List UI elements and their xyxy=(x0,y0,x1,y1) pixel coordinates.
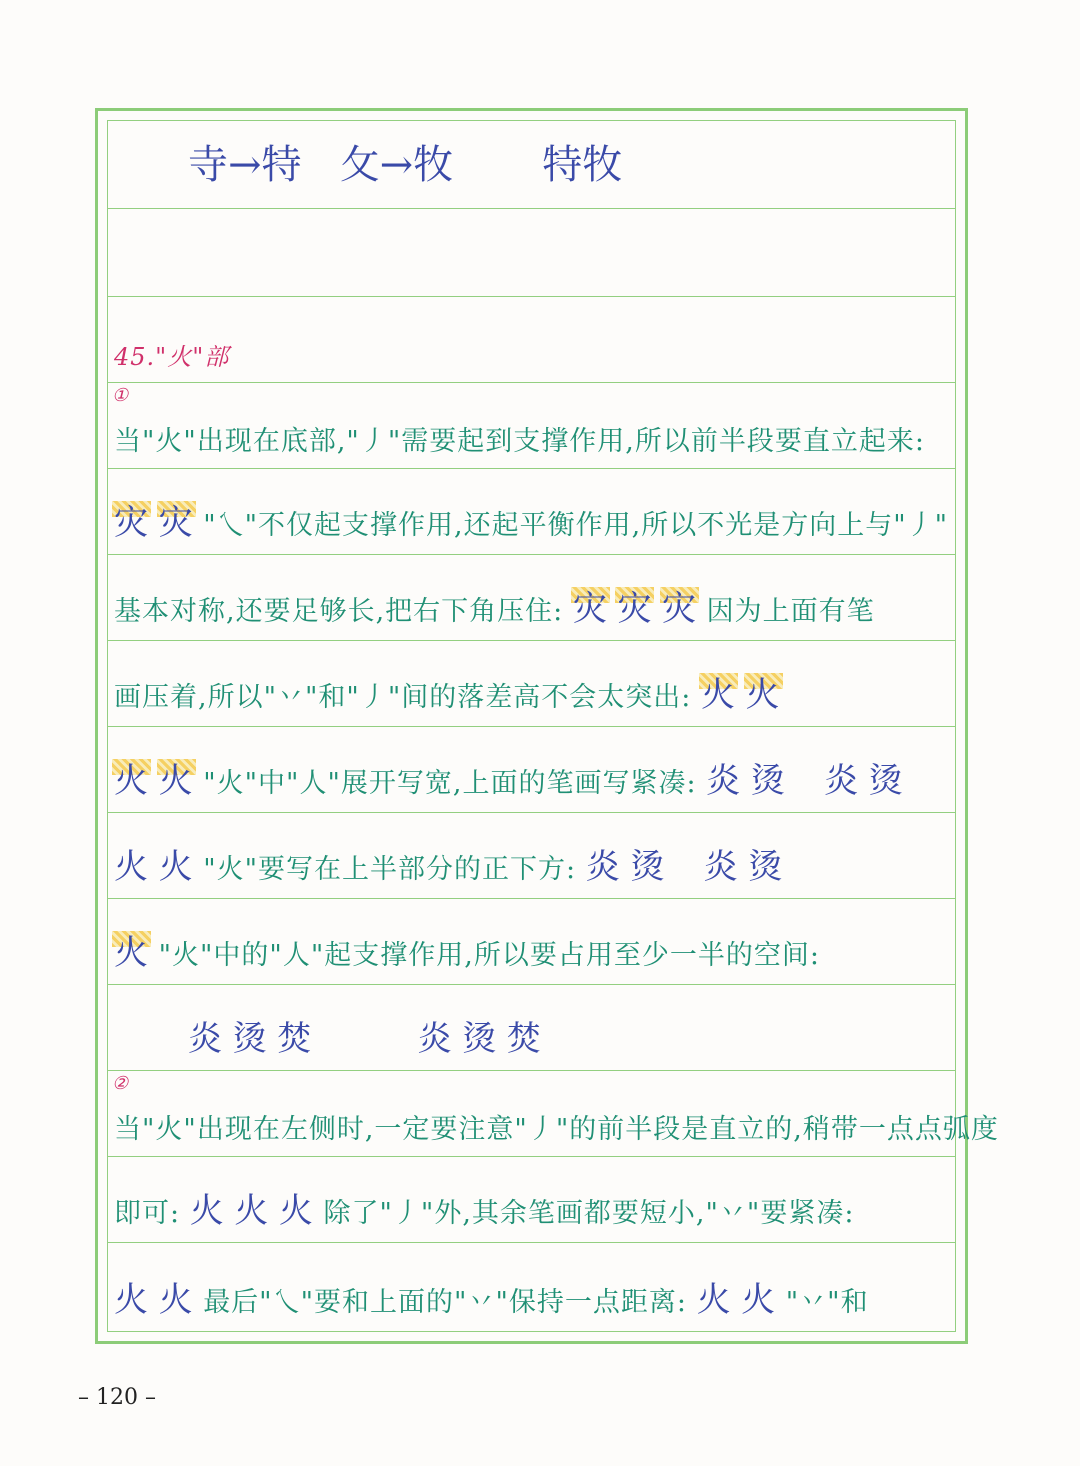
row-examples-triple xyxy=(108,985,955,1071)
example-huo-d: 火 xyxy=(158,847,194,887)
example-zai-2: 灾 xyxy=(617,581,652,630)
header-examples xyxy=(188,133,622,190)
example-zai-3: 灾 xyxy=(662,581,697,630)
p1-line3-tail: 因为上面有笔 xyxy=(706,596,875,627)
example-tang-4: 烫 xyxy=(748,847,784,887)
p1-line2: "乀"不仅起支撑作用,还起平衡作用,所以不光是方向上与"丿" xyxy=(203,510,949,541)
p2-line3-end: "丷"和 xyxy=(785,1287,869,1318)
p1-line6: "火"要写在上半部分的正下方: xyxy=(203,854,577,885)
example-left-huo-6: 火 xyxy=(696,1280,732,1320)
example-yan-2: 炎 xyxy=(824,761,860,801)
row-p1-line5 xyxy=(108,727,955,813)
triple-examples xyxy=(188,1011,542,1060)
p2-line1: 当"火"出现在左侧时,一定要注意"丿"的前半段是直立的,稍带一点点弧度 xyxy=(114,1114,999,1145)
row-header-examples xyxy=(108,121,955,209)
page-frame xyxy=(95,108,999,1344)
example-tang-5: 烫 xyxy=(232,1019,268,1059)
row-p1-line2 xyxy=(108,469,955,555)
p1-line3-wrap xyxy=(114,581,875,630)
example-tang-2: 烫 xyxy=(868,761,904,801)
row-p2-line1 xyxy=(108,1071,999,1157)
row-p1-line4 xyxy=(108,641,955,727)
example-fen-6: 焚 xyxy=(506,1019,542,1059)
example-zai-ok: 灾 xyxy=(114,495,149,544)
example-yan-4: 炎 xyxy=(703,847,739,887)
row-p1-line3 xyxy=(108,555,955,641)
example-pu-to-mu: 攵→牧 xyxy=(339,142,454,188)
p2-line2-wrap xyxy=(114,1183,854,1232)
p1-line3: 基本对称,还要足够长,把右下角压住: xyxy=(114,596,564,627)
row-p2-line3 xyxy=(108,1243,955,1331)
p1-line4-wrap xyxy=(114,667,781,716)
row-p1-line6 xyxy=(108,813,955,899)
p2-line3-tail: 最后"乀"要和上面的"丷"保持一点距离: xyxy=(203,1287,687,1318)
page-number: – 120 – xyxy=(78,1385,156,1410)
example-zai-1: 灾 xyxy=(573,581,608,630)
p1-line7-wrap xyxy=(114,925,820,974)
p1-line5-wrap xyxy=(114,753,904,802)
example-yan-6: 炎 xyxy=(417,1019,453,1059)
example-huo-e: 火 xyxy=(114,925,149,974)
p1-line6-wrap xyxy=(114,839,783,888)
example-left-huo-1: 火 xyxy=(189,1191,225,1231)
p1-line4: 画压着,所以"丷"和"丿"间的落差高不会太突出: xyxy=(114,682,692,713)
example-yan-5: 炎 xyxy=(188,1019,223,1059)
paragraph-number-2: ② xyxy=(112,1073,129,1094)
example-huo-a: 火 xyxy=(114,753,149,802)
row-p1-line1 xyxy=(108,383,955,469)
example-left-huo-7: 火 xyxy=(741,1280,777,1320)
example-yan-1: 炎 xyxy=(706,761,742,801)
p2-line3-wrap xyxy=(114,1272,869,1321)
example-fen-5: 焚 xyxy=(277,1019,313,1059)
example-zai-bad: 灾 xyxy=(159,495,194,544)
row-p2-line2 xyxy=(108,1157,955,1243)
p1-line1: 当"火"出现在底部,"丿"需要起到支撑作用,所以前半段要直立起来: xyxy=(114,426,925,457)
example-left-huo-2: 火 xyxy=(234,1191,270,1231)
example-tang-6: 烫 xyxy=(462,1019,498,1059)
example-tang-1: 烫 xyxy=(750,761,786,801)
row-section-title xyxy=(108,297,955,383)
section-title: 45."火"部 xyxy=(114,343,230,371)
paragraph-number-1: ① xyxy=(112,385,129,406)
example-huo-bad: 火 xyxy=(746,667,781,716)
row-empty xyxy=(108,209,955,297)
example-left-huo-5: 火 xyxy=(158,1280,194,1320)
example-huo-b: 火 xyxy=(159,753,194,802)
example-left-huo-4: 火 xyxy=(114,1280,149,1320)
p1-line5: "火"中"人"展开写宽,上面的笔画写紧凑: xyxy=(203,768,697,799)
example-tang-3: 烫 xyxy=(630,847,666,887)
p1-line7: "火"中的"人"起支撑作用,所以要占用至少一半的空间: xyxy=(158,940,820,971)
row-p1-line7 xyxy=(108,899,955,985)
example-huo-ok: 火 xyxy=(701,667,736,716)
p2-line2-tail: 除了"丿"外,其余笔画都要短小,"丷"要紧凑: xyxy=(323,1198,855,1229)
example-yan-3: 炎 xyxy=(585,847,621,887)
p2-line2: 即可: xyxy=(114,1198,181,1229)
lined-sheet xyxy=(107,120,999,1332)
example-te-mu: 特牧 xyxy=(542,142,623,188)
example-huo-c: 火 xyxy=(114,847,149,887)
example-left-huo-3: 火 xyxy=(278,1191,314,1231)
p1-line2-wrap xyxy=(114,495,948,544)
example-si-to-te: 寺→特 xyxy=(188,142,302,188)
